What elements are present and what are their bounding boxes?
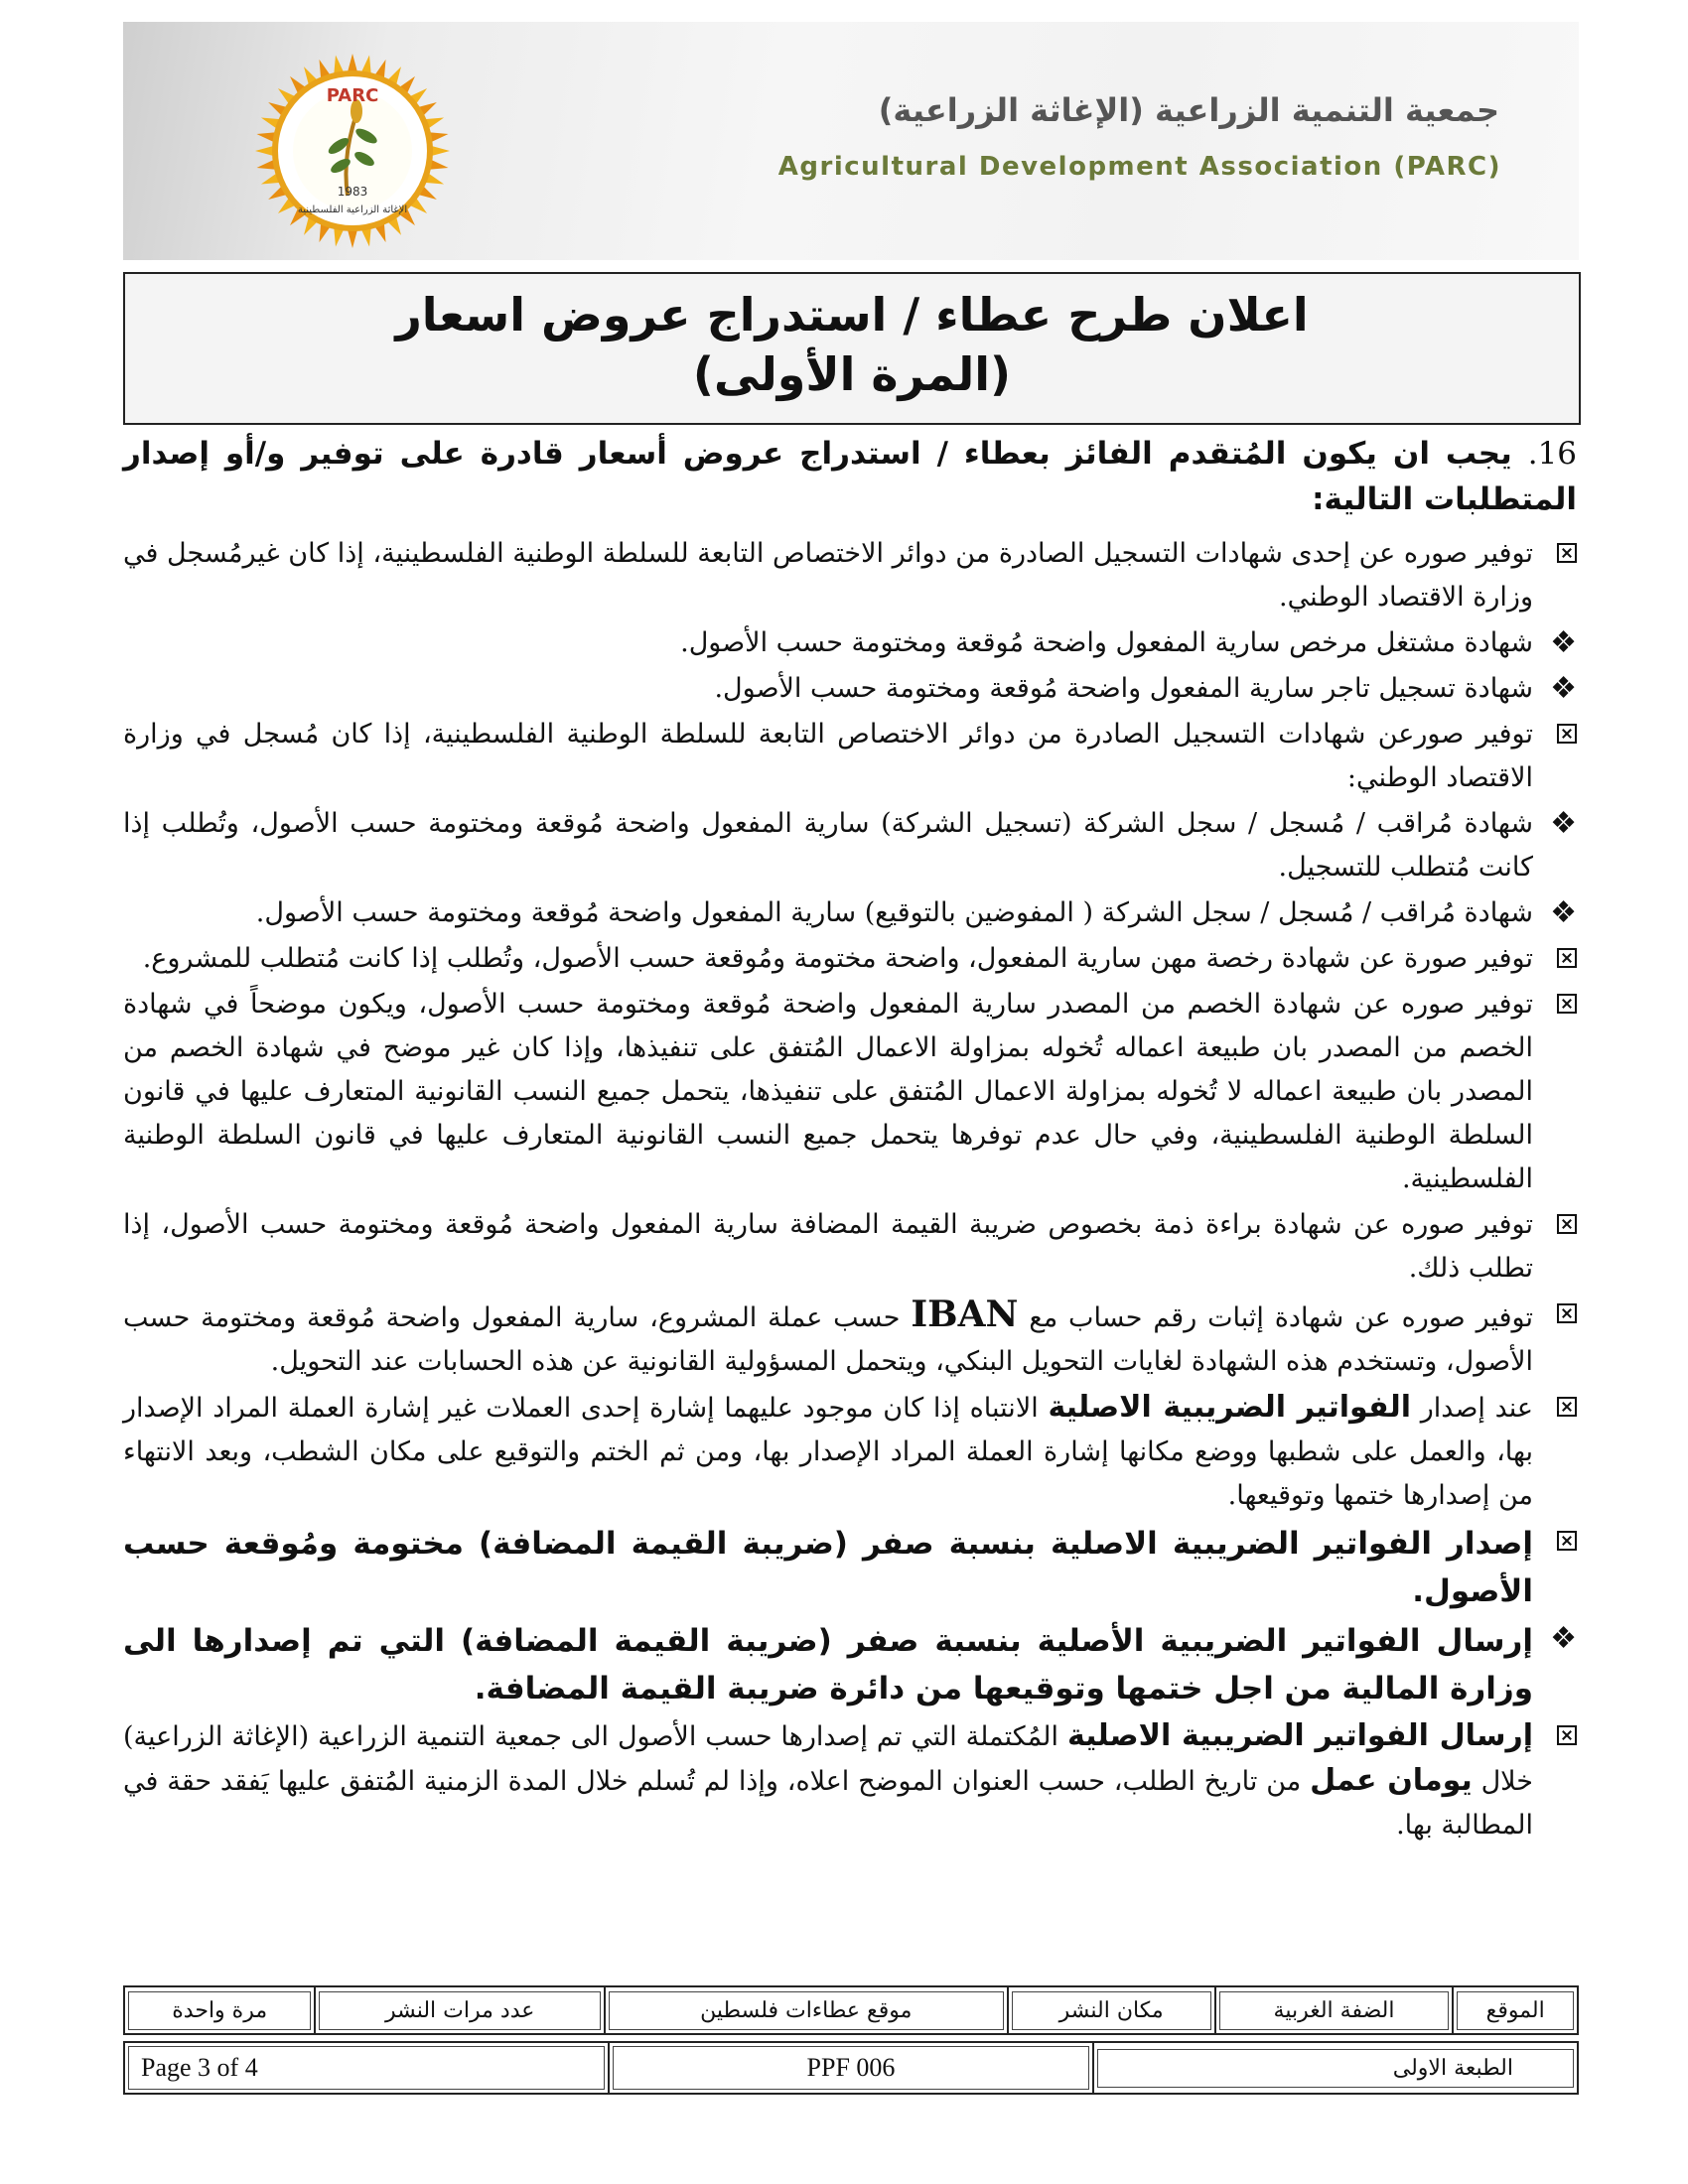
checkbox-x-icon: [1533, 1386, 1577, 1430]
checkbox-x-icon: [1533, 937, 1577, 981]
title-line2: (المرة الأولى): [692, 347, 1012, 401]
list-item: [123, 1520, 1577, 1615]
edition-label: الطبعة الاولى: [1097, 2049, 1574, 2088]
list-item-text: توفير صوره عن شهادة براءة ذمة بخصوص ضريبة القيمة المضافة سارية المفعول واضحة مُوقعة ومختومة حسب الأصول، إذا تطلب ذلك.: [123, 1209, 1533, 1284]
list-item: [123, 1293, 1577, 1384]
final-part1: المُكتملة التي تم إصدارها حسب الأصول الى جمعية التنمية الزراعية (الإغاثة الزراعية) خلال: [123, 1721, 1533, 1797]
list-item: [123, 802, 1577, 889]
list-item: [123, 1203, 1577, 1291]
list-item: [123, 1617, 1577, 1712]
diamond-bullet-icon: ❖: [1550, 895, 1577, 930]
list-item: [123, 621, 1577, 665]
list-item: [123, 1714, 1577, 1847]
list-item-text: توفير صورة عن شهادة رخصة مهن سارية المفعول، واضحة مختومة ومُوقعة حسب الأصول، وتُطلب إذا كانت مُتطلب للمشروع.: [142, 943, 1533, 974]
requirements-list: [123, 532, 1577, 1291]
final-part2: من تاريخ الطلب، حسب العنوان الموضح اعلاه، وإذا لم تُسلم خلال المدة الزمنية المُتفق عليها يَفقد حقة في المطالبة بها.: [123, 1766, 1533, 1841]
list-item: [123, 713, 1577, 800]
checkbox-x-icon: [1533, 1293, 1577, 1336]
list-item: [123, 1386, 1577, 1518]
footer-publication-table: [123, 1985, 1579, 2035]
checkbox-x-icon: [1533, 532, 1577, 576]
list-item-text: توفير صوره عن شهادة الخصم من المصدر سارية المفعول واضحة مُوقعة ومختومة حسب الأصول، ويكون موضحاً في شهادة الخصم من المصدر بان طبيعة اعماله تُخوله بمزاولة الاعمال المُتفق على تنفيذها، وإذا كان غير موضح في شهادة الخصم من المصدر بان طبيعة اعماله لا تُخوله بمزاولة الاعمال المُتفق على تنفيذها، يتحمل جميع النسب القانونية المتعارف عليها في قانون السلطة الوطنية الفلسطينية، وفي حال عدم توفرها يتحمل جميع النسب القانونية المتعارف عليها في قانون السلطة الوطنية الفلسطينية.: [123, 989, 1533, 1194]
footer-cell: موقع عطاءات فلسطين: [609, 1991, 1004, 2030]
list-item-text: شهادة مُراقب / مُسجل / سجل الشركة ( المفوضين بالتوقيع) سارية المفعول واضحة مُوقعة ومختومة حسب الأصول.: [255, 897, 1533, 928]
footer-cell: مكان النشر: [1012, 1991, 1211, 2030]
parc-logo: [204, 52, 511, 250]
form-code: PPF 006: [613, 2046, 1089, 2090]
intro-heading: [123, 431, 1577, 522]
list-item-text: توفير صوره عن إحدى شهادات التسجيل الصادرة من دوائر الاختصاص التابعة للسلطة الوطنية الفلسطينية، إذا كان غيرمُسجل في وزارة الاقتصاد الوطني.: [123, 538, 1533, 613]
logo-year: 1983: [337, 185, 368, 199]
invoice-after: الانتباه إذا كان موجود عليهما إشارة إحدى العملات غير إشارة العملة المراد الإصدار بها، والعمل على شطبها ووضع مكانها إشارة العملة المراد الإصدار بها، ومن ثم الختم والتوقيع على مكان الشطب، وبعد الانتهاء من إصدارها ختمها وتوقيعها.: [123, 1393, 1533, 1511]
diamond-bullet-icon: ❖: [1550, 671, 1577, 706]
footer-cell: عدد مرات النشر: [319, 1991, 601, 2030]
diamond-bullet-icon: ❖: [1550, 806, 1577, 841]
diamond-bullet-icon: ❖: [1550, 1621, 1577, 1656]
list-item: [123, 532, 1577, 619]
final-bold1: إرسال الفواتير الضريبية الاصلية: [1066, 1718, 1533, 1753]
list-item-text: شهادة مشتغل مرخص سارية المفعول واضحة مُوقعة ومختومة حسب الأصول.: [680, 627, 1533, 658]
list-item: [123, 667, 1577, 711]
invoice-before: عند إصدار: [1420, 1393, 1534, 1424]
send-invoices-text: إرسال الفواتير الضريبية الأصلية بنسبة صفر (ضريبة القيمة المضافة) التي تم إصدارها الى وزارة المالية من اجل ختمها وتوقيعها من دائرة ضريبة القيمة المضافة.: [123, 1623, 1533, 1706]
title-line1: اعلان طرح عطاء / استدراج عروض اسعار: [395, 288, 1309, 341]
org-name-en: Agricultural Development Association (PARC): [777, 152, 1501, 182]
checkbox-x-icon: [1533, 983, 1577, 1026]
iban-label: IBAN: [911, 1294, 1019, 1335]
list-item: [123, 983, 1577, 1201]
list-item-text: توفير صورعن شهادات التسجيل الصادرة من دوائر الاختصاص التابعة للسلطة الوطنية الفلسطينية، إذا كان مُسجل في وزارة الاقتصاد الوطني:: [123, 719, 1533, 793]
footer-cell: الضفة الغربية: [1219, 1991, 1450, 2030]
logo-text: PARC: [326, 85, 379, 106]
page-number: Page 3 of 4: [128, 2046, 605, 2090]
org-name-ar: جمعية التنمية الزراعية (الإغاثة الزراعية): [878, 91, 1499, 129]
checkbox-x-icon: [1533, 1714, 1577, 1758]
list-item: [123, 937, 1577, 981]
iban-after: حسب عملة المشروع، سارية المفعول واضحة مُوقعة ومختومة حسب الأصول، وتستخدم هذه الشهادة لغايات التحويل البنكي، ويتحمل المسؤولية القانونية عن هذه الحسابات عند التحويل.: [123, 1302, 1533, 1377]
checkbox-x-icon: [1533, 1203, 1577, 1247]
checkbox-x-icon: [1533, 713, 1577, 756]
diamond-bullet-icon: ❖: [1550, 625, 1577, 660]
intro-text: يجب ان يكون المُتقدم الفائز بعطاء / استدراج عروض أسعار قادرة على توفير و/أو إصدار المتطلبات التالية:: [123, 436, 1577, 517]
iban-before: توفير صوره عن شهادة إثبات رقم حساب مع: [1029, 1302, 1533, 1333]
zero-rate-text: إصدار الفواتير الضريبية الاصلية بنسبة صفر (ضريبة القيمة المضافة) مختومة ومُوقعة حسب الأصول.: [123, 1526, 1533, 1609]
footer-cell: مرة واحدة: [128, 1991, 311, 2030]
list-item: [123, 891, 1577, 935]
list-item-text: شهادة تسجيل تاجر سارية المفعول واضحة مُوقعة ومختومة حسب الأصول.: [714, 673, 1533, 704]
footer-cell: الموقع: [1457, 1991, 1574, 2030]
intro-number: 16.: [1527, 436, 1578, 472]
footer-document-table: [123, 2041, 1579, 2095]
final-bold2: يومان عمل: [1310, 1763, 1473, 1798]
logo-arabic: الإغاثة الزراعية الفلسطينية: [297, 205, 408, 215]
list-item-text: شهادة مُراقب / مُسجل / سجل الشركة (تسجيل الشركة) سارية المفعول واضحة مُوقعة ومختومة حسب الأصول، وتُطلب إذا كانت مُتطلب للتسجيل.: [123, 808, 1533, 883]
checkbox-x-icon: [1533, 1520, 1577, 1564]
title-box: [123, 272, 1581, 425]
invoice-bold: الفواتير الضريبية الاصلية: [1048, 1390, 1412, 1425]
requirements-section: [123, 431, 1577, 1849]
